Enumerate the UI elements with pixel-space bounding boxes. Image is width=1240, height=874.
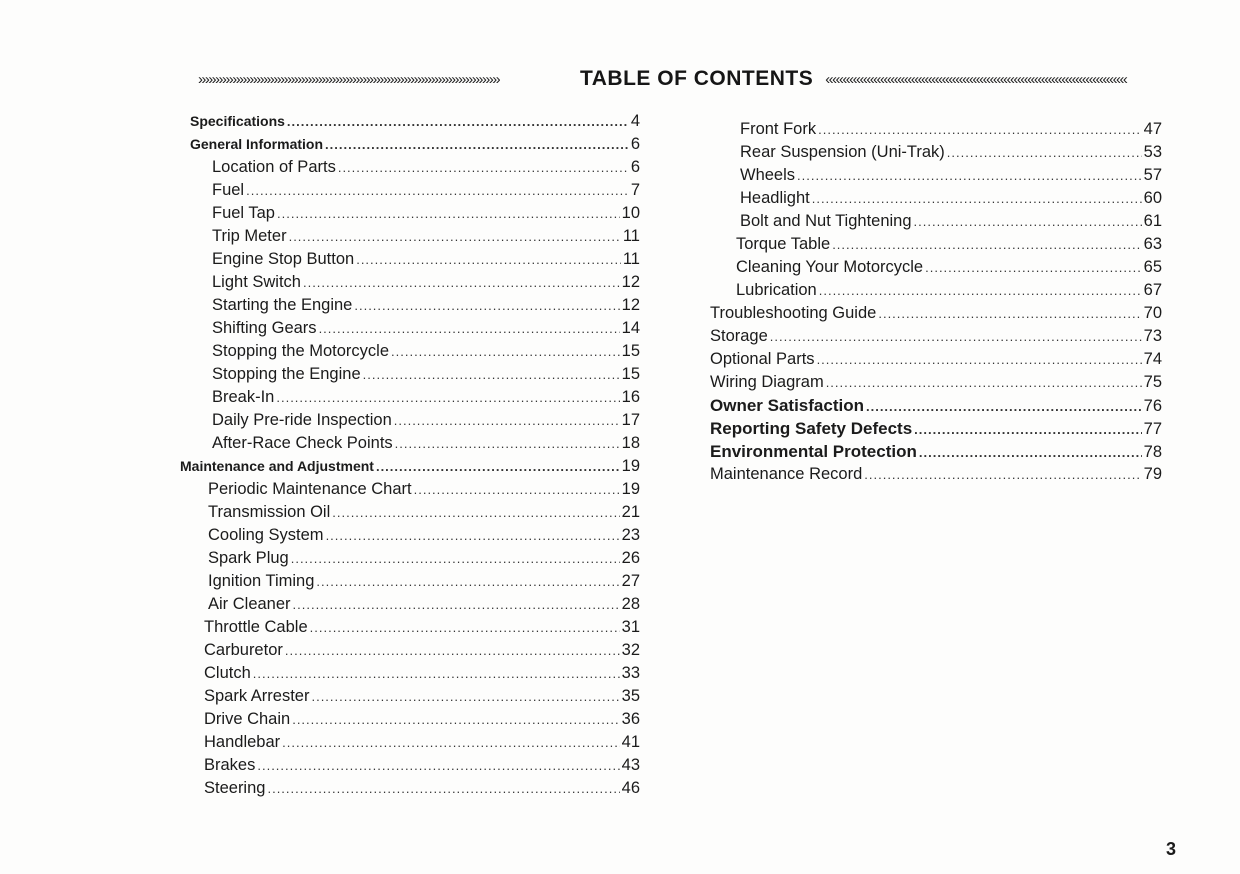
dot-leader xyxy=(277,202,620,225)
toc-entry-page: 19 xyxy=(621,457,640,475)
toc-entry-page: 12 xyxy=(621,296,640,314)
toc-entry-label: Fuel Tap xyxy=(212,204,275,222)
dot-leader xyxy=(332,501,619,524)
toc-entry-page: 27 xyxy=(621,572,640,590)
toc-header xyxy=(198,64,1188,94)
toc-entry-label: Trip Meter xyxy=(212,227,287,245)
toc-entry[interactable] xyxy=(706,463,1162,486)
toc-entry[interactable] xyxy=(180,179,640,202)
page-number: 3 xyxy=(1165,839,1176,859)
dot-leader xyxy=(316,570,619,593)
dot-leader xyxy=(338,156,629,179)
toc-entry-page: 28 xyxy=(621,595,640,613)
toc-entry-label: Environmental Protection xyxy=(710,442,917,461)
toc-entry-page: 63 xyxy=(1143,235,1162,253)
toc-entry-label: Air Cleaner xyxy=(208,595,291,613)
toc-entry[interactable] xyxy=(180,386,640,409)
toc-entry-page: 77 xyxy=(1143,420,1162,438)
dot-leader xyxy=(919,441,1142,464)
toc-entry-label: Cleaning Your Motorcycle xyxy=(736,258,924,276)
toc-entry-label: Stopping the Motorcycle xyxy=(212,342,390,360)
dot-leader xyxy=(291,547,620,570)
toc-entry-label: Optional Parts xyxy=(710,350,815,368)
toc-entry-label: After-Race Check Points xyxy=(212,434,393,452)
toc-entry[interactable] xyxy=(180,777,640,800)
dot-leader xyxy=(819,279,1142,302)
toc-entry-label: General Information xyxy=(190,136,324,152)
toc-entry-label: Shifting Gears xyxy=(212,319,317,337)
toc-entry-label: Spark Plug xyxy=(208,549,289,567)
dot-leader xyxy=(414,478,620,501)
toc-entry[interactable] xyxy=(180,616,640,639)
toc-entry-page: 15 xyxy=(621,342,640,360)
toc-entry[interactable] xyxy=(180,570,640,593)
toc-entry-page: 23 xyxy=(621,526,640,544)
toc-entry-page: 47 xyxy=(1143,120,1162,138)
toc-entry-page: 76 xyxy=(1143,397,1162,415)
toc-entry-page: 53 xyxy=(1143,143,1162,161)
toc-entry[interactable] xyxy=(180,363,640,386)
dot-leader xyxy=(257,754,619,777)
dot-leader xyxy=(292,708,619,731)
toc-entry-label: Bolt and Nut Tightening xyxy=(740,212,912,230)
toc-entry-page: 21 xyxy=(621,503,640,521)
dot-leader xyxy=(289,225,621,248)
toc-entry[interactable] xyxy=(180,685,640,708)
dot-leader xyxy=(310,616,620,639)
toc-entry-label: Location of Parts xyxy=(212,158,336,176)
toc-entry[interactable] xyxy=(706,348,1162,371)
toc-entry-label: Fuel xyxy=(212,181,245,199)
toc-entry-page: 46 xyxy=(621,779,640,797)
dot-leader xyxy=(363,363,620,386)
toc-entry-label: Steering xyxy=(204,779,266,797)
toc-entry[interactable] xyxy=(180,110,640,133)
left-chevron-rule: »»»»»»»»»»»»»»»»»»»»»»»»»»»»»»»»»»»»»»»»»»»» xyxy=(198,70,500,88)
toc-entry[interactable] xyxy=(180,156,640,179)
toc-entry-label: Wheels xyxy=(740,166,796,184)
toc-entry-label: Maintenance and Adjustment xyxy=(180,458,374,474)
toc-entry[interactable] xyxy=(706,210,1162,233)
toc-entry-label: Engine Stop Button xyxy=(212,250,355,268)
toc-entry[interactable] xyxy=(180,340,640,363)
dot-leader xyxy=(866,395,1142,418)
toc-entry-page: 11 xyxy=(622,250,640,268)
toc-entry[interactable] xyxy=(180,294,640,317)
toc-entry-label: Handlebar xyxy=(204,733,281,751)
toc-entry-page: 14 xyxy=(621,319,640,337)
toc-entry[interactable] xyxy=(706,440,1162,463)
toc-entry[interactable] xyxy=(706,325,1162,348)
toc-entry-page: 33 xyxy=(621,664,640,682)
dot-leader xyxy=(287,110,629,133)
toc-entry[interactable] xyxy=(180,731,640,754)
toc-entry-page: 36 xyxy=(621,710,640,728)
toc-entry-page: 74 xyxy=(1143,350,1162,368)
toc-entry-page: 75 xyxy=(1143,373,1162,391)
dot-leader xyxy=(864,463,1141,486)
toc-entry-label: Headlight xyxy=(740,189,810,207)
toc-entry-label: Front Fork xyxy=(740,120,817,138)
toc-entry[interactable] xyxy=(706,141,1162,164)
toc-entry-page: 67 xyxy=(1143,281,1162,299)
toc-entry-page: 19 xyxy=(621,480,640,498)
toc-entry-label: Periodic Maintenance Chart xyxy=(208,480,412,498)
toc-entry[interactable] xyxy=(706,164,1162,187)
toc-right-column xyxy=(706,118,1162,486)
toc-entry[interactable] xyxy=(180,708,640,731)
dot-leader xyxy=(826,371,1142,394)
toc-entry[interactable] xyxy=(706,187,1162,210)
toc-entry[interactable] xyxy=(706,256,1162,279)
dot-leader xyxy=(267,777,619,800)
dot-leader xyxy=(356,248,621,271)
toc-entry-label: Break-In xyxy=(212,388,275,406)
toc-entry[interactable] xyxy=(706,118,1162,141)
toc-entry-page: 32 xyxy=(621,641,640,659)
toc-entry-label: Wiring Diagram xyxy=(710,373,824,391)
dot-leader xyxy=(325,133,629,156)
toc-entry-page: 35 xyxy=(621,687,640,705)
toc-entry[interactable] xyxy=(180,248,640,271)
toc-entry[interactable] xyxy=(180,202,640,225)
toc-entry-page: 31 xyxy=(621,618,640,636)
dot-leader xyxy=(246,179,629,202)
toc-entry[interactable] xyxy=(180,662,640,685)
toc-entry-label: Rear Suspension (Uni-Trak) xyxy=(740,143,945,161)
toc-entry[interactable] xyxy=(180,409,640,432)
toc-entry-page: 6 xyxy=(630,158,640,176)
right-chevron-rule: «««««««««««««««««««««««««««««««««««««««««««« xyxy=(825,70,1127,88)
toc-entry-label: Storage xyxy=(710,327,768,345)
toc-entry-label: Daily Pre-ride Inspection xyxy=(212,411,392,429)
toc-entry-page: 26 xyxy=(621,549,640,567)
dot-leader xyxy=(303,271,620,294)
dot-leader xyxy=(276,386,619,409)
toc-entry-label: Lubrication xyxy=(736,281,817,299)
toc-entry-label: Troubleshooting Guide xyxy=(710,304,877,322)
toc-entry-page: 73 xyxy=(1143,327,1162,345)
page-title: TABLE OF CONTENTS xyxy=(580,67,814,90)
toc-entry-label: Owner Satisfaction xyxy=(710,396,864,415)
toc-entry-page: 65 xyxy=(1143,258,1162,276)
toc-entry-label: Specifications xyxy=(190,113,285,129)
toc-entry[interactable] xyxy=(706,233,1162,256)
dot-leader xyxy=(253,662,620,685)
toc-entry-page: 18 xyxy=(621,434,640,452)
toc-entry-label: Throttle Cable xyxy=(204,618,308,636)
toc-entry[interactable] xyxy=(180,271,640,294)
toc-entry-label: Light Switch xyxy=(212,273,301,291)
dot-leader xyxy=(326,524,620,547)
toc-entry-label: Spark Arrester xyxy=(204,687,310,705)
dot-leader xyxy=(947,141,1142,164)
toc-entry[interactable] xyxy=(180,317,640,340)
toc-entry-label: Maintenance Record xyxy=(710,465,863,483)
toc-entry-page: 7 xyxy=(630,181,640,199)
toc-entry-label: Starting the Engine xyxy=(212,296,353,314)
dot-leader xyxy=(285,639,620,662)
toc-entry-page: 78 xyxy=(1143,443,1162,461)
toc-entry[interactable] xyxy=(180,432,640,455)
toc-entry-page: 70 xyxy=(1143,304,1162,322)
toc-entry[interactable] xyxy=(180,593,640,616)
dot-leader xyxy=(770,325,1142,348)
toc-entry[interactable] xyxy=(706,394,1162,417)
toc-entry[interactable] xyxy=(180,524,640,547)
dot-leader xyxy=(395,432,620,455)
toc-entry-label: Drive Chain xyxy=(204,710,291,728)
dot-leader xyxy=(818,118,1142,141)
dot-leader xyxy=(812,187,1142,210)
dot-leader xyxy=(311,685,619,708)
toc-entry-label: Carburetor xyxy=(204,641,283,659)
dot-leader xyxy=(394,409,620,432)
dot-leader xyxy=(282,731,620,754)
toc-entry[interactable] xyxy=(180,754,640,777)
toc-entry-page: 43 xyxy=(621,756,640,774)
toc-entry-page: 4 xyxy=(630,112,640,130)
dot-leader xyxy=(391,340,620,363)
toc-entry-label: Ignition Timing xyxy=(208,572,315,590)
toc-entry[interactable] xyxy=(180,478,640,501)
toc-entry[interactable] xyxy=(180,455,640,478)
dot-leader xyxy=(914,210,1142,233)
dot-leader xyxy=(797,164,1142,187)
dot-leader xyxy=(817,348,1142,371)
toc-entry[interactable] xyxy=(706,417,1162,440)
toc-entry[interactable] xyxy=(180,501,640,524)
toc-entry-label: Reporting Safety Defects xyxy=(710,419,913,438)
toc-entry-label: Transmission Oil xyxy=(208,503,331,521)
toc-entry-label: Brakes xyxy=(204,756,256,774)
dot-leader xyxy=(914,418,1141,441)
toc-entry[interactable] xyxy=(180,225,640,248)
dot-leader xyxy=(319,317,620,340)
toc-entry-page: 60 xyxy=(1143,189,1162,207)
dot-leader xyxy=(376,455,620,478)
toc-entry-page: 11 xyxy=(622,227,640,245)
toc-entry-page: 10 xyxy=(621,204,640,222)
toc-entry-label: Cooling System xyxy=(208,526,324,544)
toc-entry[interactable] xyxy=(180,133,640,156)
toc-entry-page: 12 xyxy=(621,273,640,291)
dot-leader xyxy=(878,302,1141,325)
dot-leader xyxy=(925,256,1142,279)
toc-entry-page: 16 xyxy=(621,388,640,406)
toc-entry[interactable] xyxy=(180,639,640,662)
toc-entry-page: 17 xyxy=(621,411,640,429)
toc-entry-page: 61 xyxy=(1143,212,1162,230)
dot-leader xyxy=(293,593,620,616)
toc-entry-page: 6 xyxy=(630,135,640,153)
toc-entry[interactable] xyxy=(706,302,1162,325)
dot-leader xyxy=(354,294,619,317)
toc-entry-page: 41 xyxy=(621,733,640,751)
toc-entry-page: 79 xyxy=(1143,465,1162,483)
toc-entry-page: 15 xyxy=(621,365,640,383)
toc-left-column xyxy=(180,110,640,800)
toc-entry[interactable] xyxy=(706,371,1162,394)
dot-leader xyxy=(832,233,1141,256)
toc-entry[interactable] xyxy=(706,279,1162,302)
toc-entry[interactable] xyxy=(180,547,640,570)
toc-entry-label: Clutch xyxy=(204,664,251,682)
toc-entry-label: Stopping the Engine xyxy=(212,365,361,383)
toc-entry-page: 57 xyxy=(1143,166,1162,184)
toc-entry-label: Torque Table xyxy=(736,235,831,253)
